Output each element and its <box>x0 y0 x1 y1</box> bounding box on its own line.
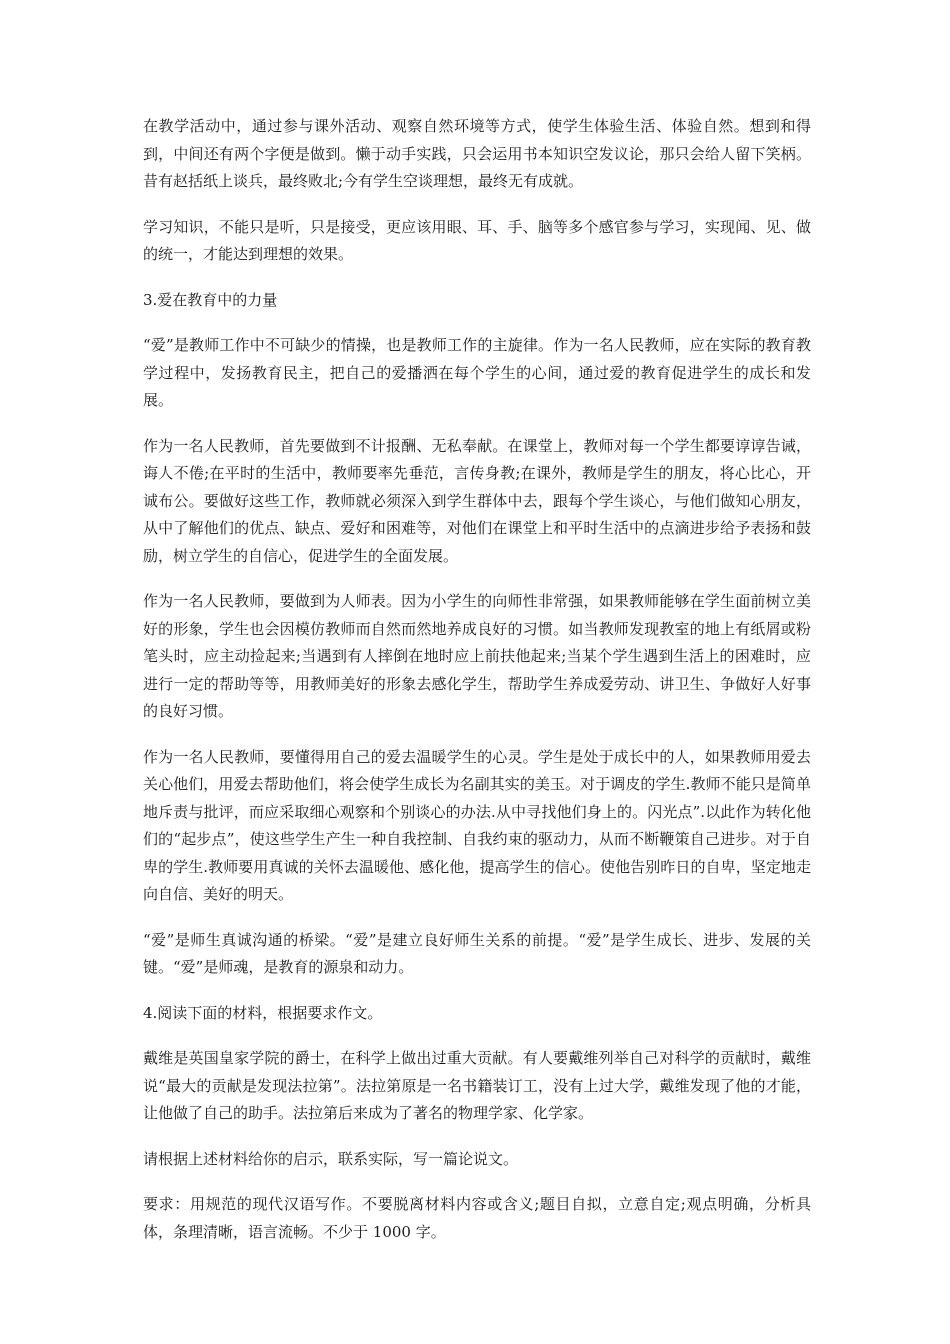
paragraph-senses: 学习知识，不能只是听，只是接受，更应该用眼、耳、手、脑等多个感官参与学习，实现闻、见、做的统一，才能达到理想的效果。 <box>143 217 811 263</box>
paragraph-dedication: 作为一名人民教师，首先要做到不计报酬、无私奉献。在课堂上，教师对每一个学生都要谆谆告诫，诲人不倦;在平时的生活中，教师要率先垂范，言传身教;在课外，教师是学生的朋友，将心比心，开诚布公。要做好这些工作，教师就必须深入到学生群体中去，跟每个学生谈心，与他们做知心朋友，从中了解他们的优点、缺点、爱好和困难等，对他们在课堂上和平时生活中的点滴进步给予表扬和鼓励，树立学生的自信心，促进学生的全面发展。 <box>143 436 811 565</box>
paragraph-warmth: 作为一名人民教师，要懂得用自己的爱去温暖学生的心灵。学生是处于成长中的人，如果教师用爱去关心他们，用爱去帮助他们，将会使学生成长为名副其实的美玉。对于调皮的学生.教师不能只是简单地斥责与批评，而应采取细心观察和个别谈心的办法.从中寻找他们身上的。闪光点”.以此作为转化他们的“起步点”，使这些学生产生一种自我控制、自我约束的驱动力，从而不断鞭策自己进步。对于自卑的学生.教师要用真诚的关怀去温暖他、感化他，提高学生的信心。使他告别昨日的自卑，坚定地走向自信、美好的明天。 <box>143 747 811 903</box>
section-heading-3: 3.爱在教育中的力量 <box>143 290 278 309</box>
section-heading-4: 4.阅读下面的材料，根据要求作文。 <box>143 1003 383 1022</box>
paragraph-love-summary: “爱”是师生真诚沟通的桥梁。“爱”是建立良好师生关系的前提。“爱”是学生成长、进步、发展的关键。“爱”是师魂，是教育的源泉和动力。 <box>143 930 811 976</box>
paragraph-love-intro: “爱”是教师工作中不可缺少的情操，也是教师工作的主旋律。作为一名人民教师，应在实际的教育教学过程中，发扬教育民主，把自己的爱播洒在每个学生的心间，通过爱的教育促进学生的成长和发展。 <box>143 336 811 409</box>
paragraph-davy-material: 戴维是英国皇家学院的爵士，在科学上做出过重大贡献。有人要戴维列举自己对科学的贡献时，戴维说“最大的贡献是发现法拉第”。法拉第原是一名书籍装订工，没有上过大学，戴维发现了他的才能，让他做了自己的助手。法拉第后来成为了著名的物理学家、化学家。 <box>143 1049 811 1122</box>
paragraph-practice: 在教学活动中，通过参与课外活动、观察自然环境等方式，使学生体验生活、体验自然。想到和得到，中间还有两个字便是做到。懒于动手实践，只会运用书本知识空发议论，那只会给人留下笑柄。昔有赵括纸上谈兵，最终败北;今有学生空谈理想，最终无有成就。 <box>143 117 811 190</box>
paragraph-role-model: 作为一名人民教师，要做到为人师表。因为小学生的向师性非常强，如果教师能够在学生面前树立美好的形象，学生也会因模仿教师而自然而然地养成良好的习惯。如当教师发现教室的地上有纸屑或粉笔头时，应主动捡起来;当遇到有人摔倒在地时应上前扶他起来;当某个学生遇到生活上的困难时，应进行一定的帮助等等，用教师美好的形象去感化学生，帮助学生养成爱劳动、讲卫生、争做好人好事的良好习惯。 <box>143 592 811 720</box>
paragraph-prompt: 请根据上述材料给你的启示，联系实际，写一篇论说文。 <box>143 1149 519 1168</box>
paragraph-requirements: 要求：用规范的现代汉语写作。不要脱离材料内容或含义;题目自拟，立意自定;观点明确，分析具体，条理清晰，语言流畅。不少于 1000 字。 <box>143 1195 811 1241</box>
document-body <box>143 113 811 1264</box>
